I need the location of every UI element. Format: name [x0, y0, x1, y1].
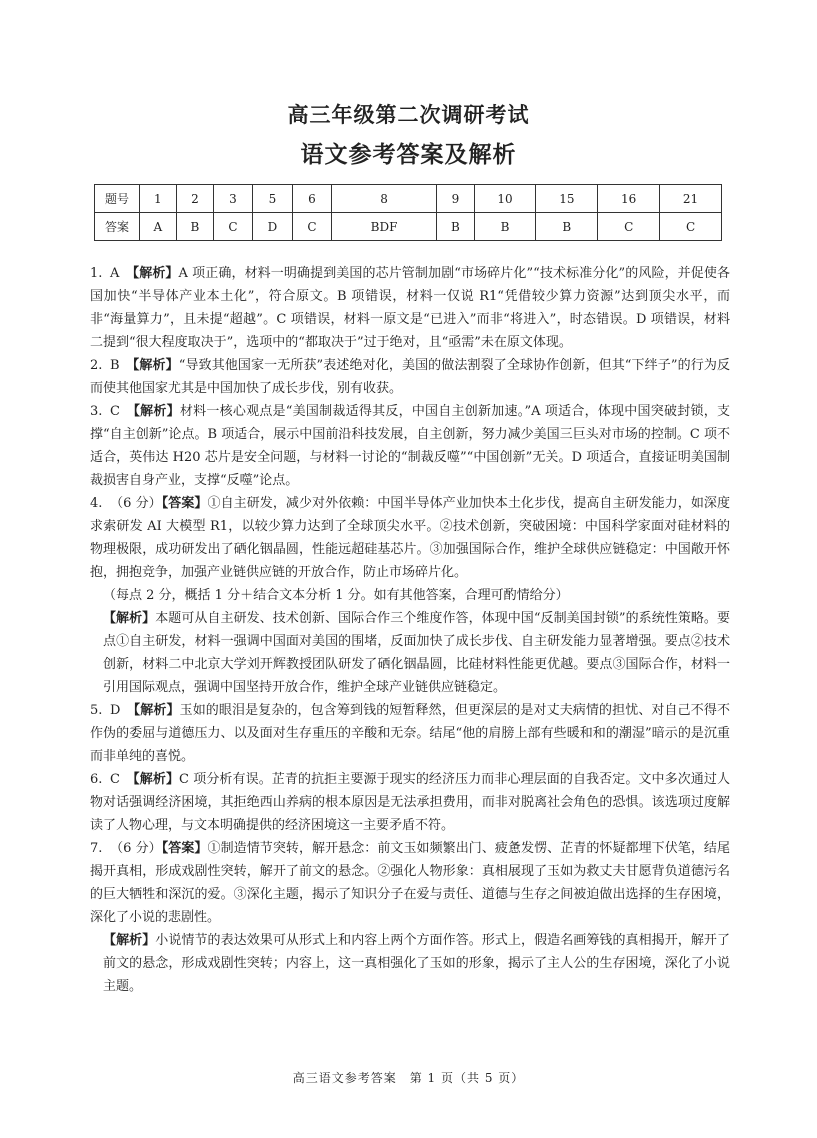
page-title: 高三年级第二次调研考试 [287, 102, 530, 127]
analysis-tag: 【解析】 [133, 703, 180, 718]
question-number: 3 [214, 185, 253, 213]
item-number: 3. [90, 404, 103, 419]
item-text: A 项正确，材料一明确提到美国的芯片管制加剧“市场碎片化”“技术标准分化”的风险，并促使各国加快“半导体产业本土化”，符合原文。B 项错误，材料一仅说 R1“凭借较少算力资源”达到顶尖水平，而非“海量算力”，且未提“超越”。C 项错误，材料一原文是“已进入”而非“将进入”，时态错误。D 项错误，材料二提到“很大程度取决于”，选项中的“都取决于”过于绝对，且“亟需”未在原文体现。 [90, 266, 730, 350]
explanation-item-6 [90, 768, 730, 837]
question-number: 9 [437, 185, 474, 213]
explanation-item-7 [90, 837, 730, 929]
answer-cell: C [293, 213, 332, 241]
item-choice: C [110, 404, 120, 419]
item-number: 7. [90, 841, 103, 856]
answer-tag: 【答案】 [161, 841, 208, 856]
analysis-tag: 【解析】 [133, 404, 180, 419]
analysis-text: 本题可从自主研发、技术创新、国际合作三个维度作答，体现中国“反制美国封锁”的系统性策略。要点①自主研发，材料一强调中国面对美国的围堵，反面加快了成长步伐、自主研发能力显著增强。要点②技术创新，材料二中北京大学刘开辉教授团队研发了硒化铟晶圆，比硅材料性能更优越。要点③国际合作，材料一引用国际观点，强调中国坚持开放合作，维护全球产业链供应链稳定。 [103, 611, 730, 695]
question-row [95, 185, 722, 213]
answer-cell: B [536, 213, 598, 241]
explanation-item-2 [90, 354, 730, 400]
item-choice: B [110, 358, 120, 373]
explanation-item-4 [90, 492, 730, 584]
explanation-item-7-analysis [90, 929, 730, 998]
item-text: 材料一核心观点是“美国制裁适得其反，中国自主创新加速。”A 项适合，体现中国突破封锁，支撑“自主创新”论点。B 项适合，展示中国前沿科技发展，自主创新，努力减少美国三巨头对市场的控制。C 项不适合，英伟达 H20 芯片是安全问题，与材料一讨论的“制裁反噬”“中国创新”无关。D 项适合，直接证明美国制裁损害自身产业，支撑“反噬”论点。 [90, 404, 730, 488]
page-footer: 高三语文参考答案 第 1 页（共 5 页） [292, 1071, 525, 1085]
answer-cell: C [598, 213, 660, 241]
item-text: C 项分析有误。芷青的抗拒主要源于现实的经济压力而非心理层面的自我否定。文中多次通过人物对话强调经济困境，其拒绝西山养病的根本原因是无法承担费用，而非对脱离社会角色的恐惧。该选项过度解读了人物心理，与文本明确提供的经济困境这一主要矛盾不符。 [90, 772, 730, 833]
answer-cell: B [176, 213, 213, 241]
answer-cell: BDF [331, 213, 436, 241]
answer-row-label: 答案 [95, 213, 140, 241]
answer-explanations [90, 262, 730, 998]
explanation-item-5 [90, 699, 730, 768]
question-number: 2 [176, 185, 213, 213]
scoring-note: （每点 2 分，概括 1 分＋结合文本分析 1 分。如有其他答案，合理可酌情给分） [103, 588, 569, 603]
answer-cell: D [252, 213, 292, 241]
item-number: 6. [90, 772, 103, 787]
answer-row [95, 213, 722, 241]
answer-cell: B [474, 213, 536, 241]
item-score: （6 分） [110, 841, 162, 856]
item-score: （6 分） [110, 496, 162, 511]
question-row-label: 题号 [95, 185, 140, 213]
question-number: 10 [474, 185, 536, 213]
explanation-item-3 [90, 400, 730, 492]
question-number: 15 [536, 185, 598, 213]
item-number: 1. [90, 266, 103, 281]
answer-table [94, 184, 722, 241]
analysis-tag: 【解析】 [103, 611, 156, 626]
question-number: 6 [293, 185, 332, 213]
item-text: “导致其他国家一无所获”表述绝对化，美国的做法割裂了全球协作创新，但其“下绊子”的行为反而使其他国家尤其是中国加快了成长步伐，别有收获。 [90, 358, 730, 396]
item-number: 4. [90, 496, 103, 511]
explanation-item-1 [90, 262, 730, 354]
question-number: 21 [660, 185, 722, 213]
question-number: 16 [598, 185, 660, 213]
item-choice: C [110, 772, 120, 787]
analysis-tag: 【解析】 [133, 772, 180, 787]
item-choice: D [110, 703, 121, 718]
answer-cell: C [660, 213, 722, 241]
question-number: 8 [331, 185, 436, 213]
item-text: 玉如的眼泪是复杂的，包含筹到钱的短暂释然，但更深层的是对丈夫病情的担忧、对自己不得不作伪的委屈与道德压力、以及面对生存重压的辛酸和无奈。结尾“他的肩膀上部有些暖和和的潮湿”暗示的是沉重而非单纯的喜悦。 [90, 703, 730, 764]
item-number: 2. [90, 358, 103, 373]
analysis-text: 小说情节的表达效果可从形式上和内容上两个方面作答。形式上，假造名画筹钱的真相揭开，解开了前文的悬念，形成戏剧性突转；内容上，这一真相强化了玉如的形象，揭示了主人公的生存困境，深化了小说主题。 [103, 933, 730, 994]
analysis-tag: 【解析】 [103, 933, 156, 948]
answer-cell: B [437, 213, 474, 241]
answer-cell: C [214, 213, 253, 241]
item-choice: A [110, 266, 120, 281]
question-number: 1 [140, 185, 177, 213]
item-text: ①自主研发，减少对外依赖：中国半导体产业加快本土化步伐，提高自主研发能力，如深度求索研发 AI 大模型 R1，以较少算力达到了全球顶尖水平。②技术创新，突破困境：中国科学家面对硅材料的物理极限，成功研发出了硒化铟晶圆，性能远超硅基芯片。③加强国际合作，维护全球供应链稳定：中国敞开怀抱，拥抱竞争，加强产业链供应链的开放合作，防止市场碎片化。 [90, 496, 730, 580]
analysis-tag: 【解析】 [132, 266, 179, 281]
answer-cell: A [140, 213, 177, 241]
item-number: 5. [90, 703, 103, 718]
page-subtitle: 语文参考答案及解析 [300, 141, 517, 168]
answer-tag: 【答案】 [161, 496, 208, 511]
item-text: ①制造情节突转，解开悬念：前文玉如频繁出门、疲惫发愣、芷青的怀疑都埋下伏笔，结尾揭开真相，形成戏剧性突转，解开了前文的悬念。②强化人物形象：真相展现了玉如为救丈夫甘愿背负道德污名的巨大牺牲和深沉的爱。③深化主题，揭示了知识分子在爱与责任、道德与生存之间被迫做出选择的生存困境，深化了小说的悲剧性。 [90, 841, 730, 925]
question-number: 5 [252, 185, 292, 213]
explanation-item-4-analysis [90, 607, 730, 699]
analysis-tag: 【解析】 [132, 358, 179, 373]
